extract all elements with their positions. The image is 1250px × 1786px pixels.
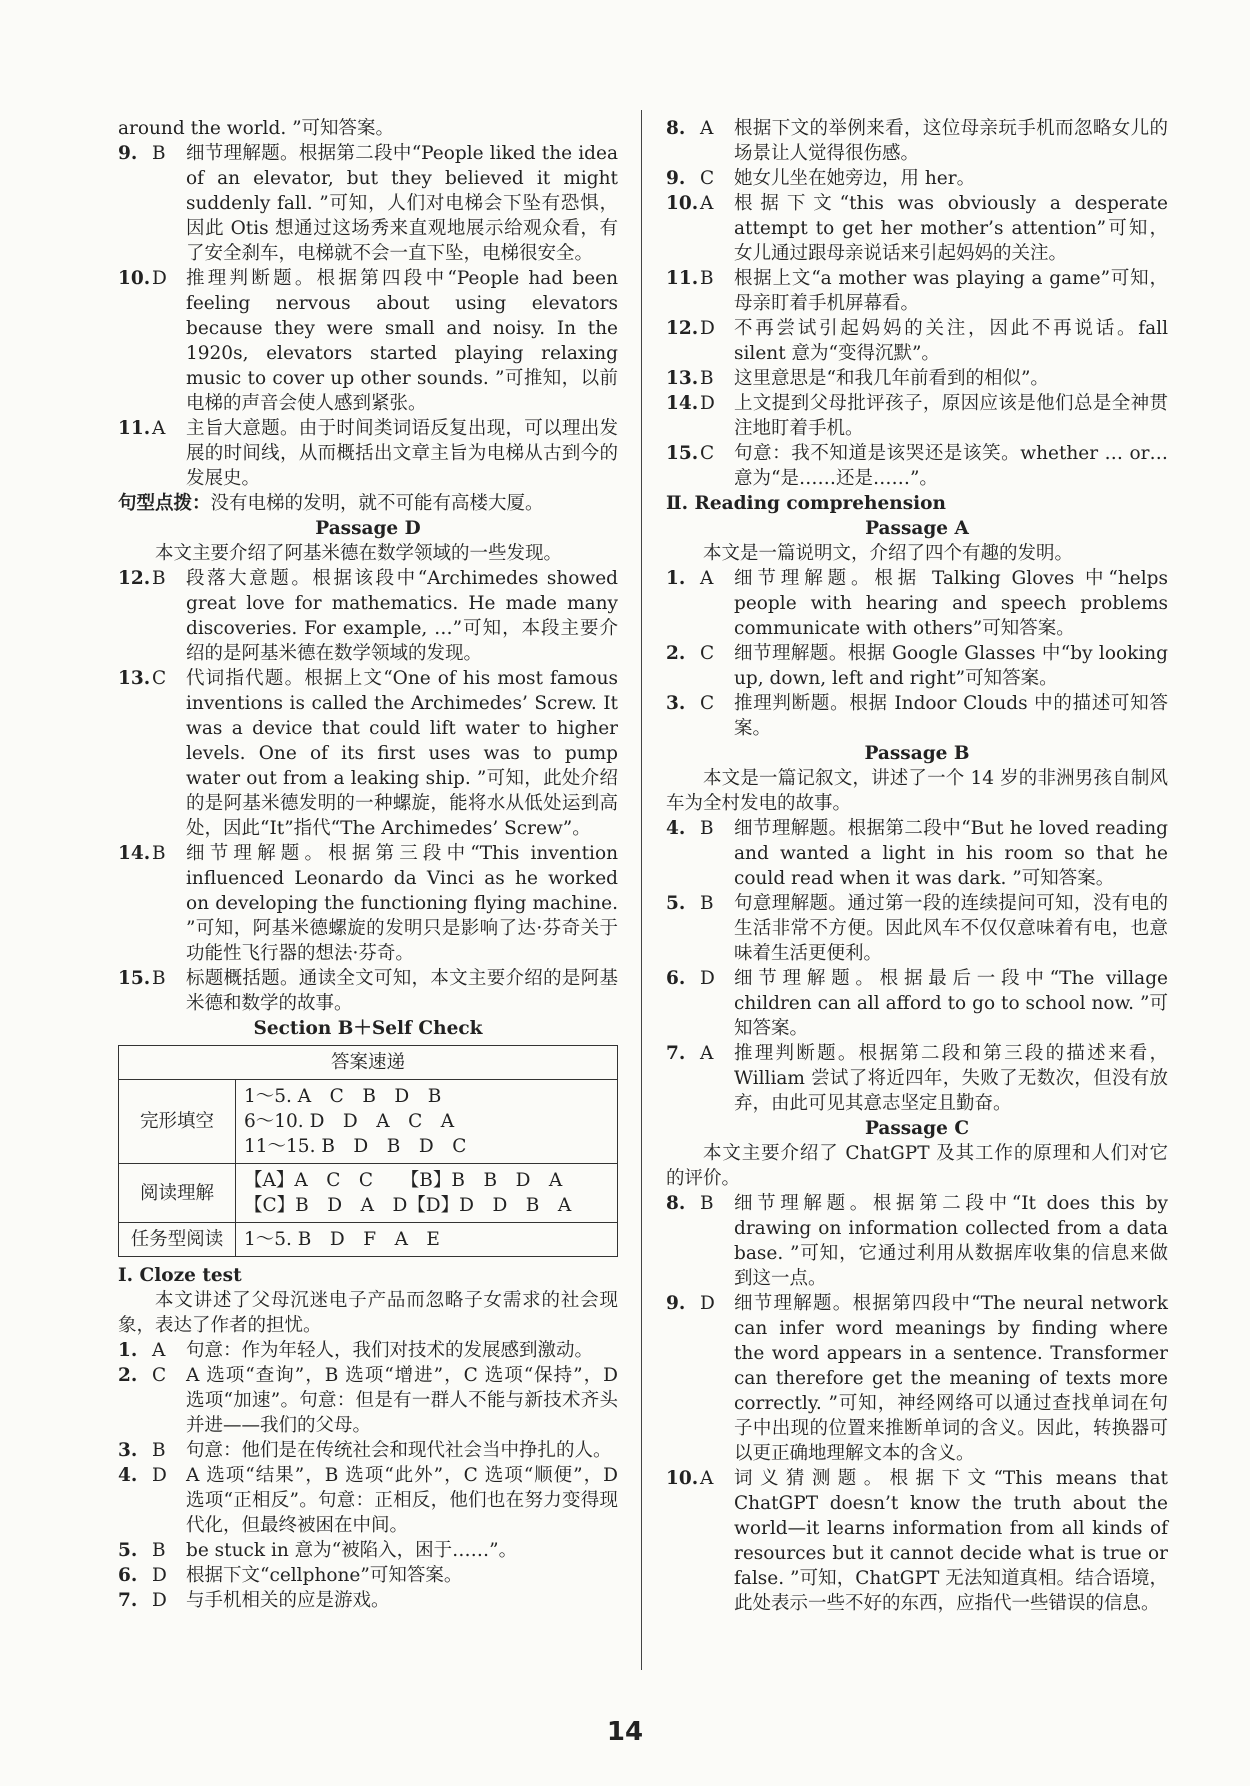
- row-answers: [236, 1080, 618, 1164]
- item-number: 14.: [666, 393, 699, 414]
- answer-item: [666, 441, 1168, 491]
- item-answer: B: [700, 368, 714, 389]
- passage-intro: 本文是一篇记叙文，讲述了一个 14 岁的非洲男孩自制风车为全村发电的故事。: [666, 768, 1168, 814]
- table-row: [119, 1080, 618, 1164]
- item-answer: D: [700, 968, 715, 989]
- item-answer: A: [700, 193, 714, 214]
- sentence-pattern-tip: [118, 491, 618, 516]
- passage-intro: 本文是一篇说明文，介绍了四个有趣的发明。: [703, 543, 1074, 564]
- answer-item: [118, 1438, 618, 1463]
- left-column: [118, 116, 618, 1613]
- item-explanation: A 选项“结果”，B 选项“此外”，C 选项“顺便”，D 选项“正相反”。句意：正相反，他们也在努力变得现代化，但最终被困在中间。: [186, 1465, 618, 1536]
- answer-line: 【C】B D A D【D】D D B A: [244, 1195, 572, 1216]
- item-number: 5.: [118, 1540, 138, 1561]
- item-explanation: 句意：他们是在传统社会和现代社会当中挣扎的人。: [186, 1440, 612, 1461]
- item-explanation: 主旨大意题。由于时间类词语反复出现，可以理出发展的时间线，从而概括出文章主旨为电梯从古到今的发展史。: [186, 418, 618, 489]
- item-number: 7.: [118, 1590, 138, 1611]
- answer-item: [666, 391, 1168, 441]
- answer-list: [118, 566, 618, 1016]
- item-explanation: 代词指代题。根据上文“One of his most famous inventions is called the Archimedes’ Screw. It was a device that could lift water to higher levels. One of its first uses was to pump water out from a leaking ship. ”可知，此处介绍的是阿基米德发明的一种螺旋，能将水从低处运到高处，因此“It”指代“The Archimedes’ Screw”。: [186, 668, 618, 839]
- item-answer: B: [152, 143, 166, 164]
- item-explanation: 根据下文“cellphone”可知答案。: [186, 1565, 463, 1586]
- answer-list: [118, 141, 618, 491]
- item-answer: A: [700, 1468, 714, 1489]
- item-explanation: 句意：我不知道是该哭还是该笑。whether … or… 意为“是……还是……”。: [734, 443, 1168, 489]
- item-explanation: 这里意思是“和我几年前看到的相似”。: [734, 368, 1049, 389]
- answer-item: [118, 1463, 618, 1538]
- item-number: 6.: [666, 968, 686, 989]
- item-explanation: 细节理解题。根据 Talking Gloves 中“helps people with hearing and speech problems communicate with others”可知答案。: [734, 568, 1168, 639]
- item-answer: B: [700, 893, 714, 914]
- item-answer: B: [700, 818, 714, 839]
- item-answer: C: [152, 668, 167, 689]
- item-explanation: 推理判断题。根据第二段和第三段的描述来看，William 尝试了将近四年，失败了无数次，但没有放弃，由此可见其意志坚定且勤奋。: [734, 1043, 1168, 1114]
- answer-line: 6～10. D D A C A: [244, 1111, 455, 1132]
- answer-list: [666, 566, 1168, 741]
- answer-line: 【A】A C C 【B】B B D A: [244, 1170, 563, 1191]
- table-row: [119, 1164, 618, 1223]
- continued-text: around the world. ”可知答案。: [118, 118, 395, 139]
- answer-item: [118, 566, 618, 666]
- item-explanation: 不再尝试引起妈妈的关注，因此不再说话。fall silent 意为“变得沉默”。: [734, 318, 1168, 364]
- section-title: Section B＋Self Check: [253, 1018, 483, 1039]
- answer-item: [118, 1538, 618, 1563]
- item-explanation: 细节理解题。根据第三段中“This invention influenced Leonardo da Vinci as he worked on developing the functioning flying machine. ”可知，阿基米德螺旋的发明只是影响了达·芬奇关于功能性飞行器的想法·芬奇。: [186, 843, 618, 964]
- answer-item: [666, 1466, 1168, 1616]
- item-number: 5.: [666, 893, 686, 914]
- cloze-intro: 本文讲述了父母沉迷电子产品而忽略子女需求的社会现象，表达了作者的担忧。: [118, 1290, 618, 1336]
- cloze-title: Ⅰ. Cloze test: [118, 1265, 242, 1286]
- item-number: 8.: [666, 118, 686, 139]
- passage-title: Passage A: [865, 518, 969, 539]
- answer-line: 1～5. A C B D B: [244, 1086, 442, 1107]
- item-number: 7.: [666, 1043, 686, 1064]
- item-explanation: 推理判断题。根据 Indoor Clouds 中的描述可知答案。: [734, 693, 1168, 739]
- item-explanation: 细节理解题。根据最后一段中“The village children can all afford to go to school now. ”可知答案。: [734, 968, 1168, 1039]
- row-category: 阅读理解: [119, 1164, 236, 1223]
- row-answers: [236, 1164, 618, 1223]
- item-answer: B: [700, 1193, 714, 1214]
- item-explanation: A 选项“查询”，B 选项“增进”，C 选项“保持”，D 选项“加速”。句意：但是有一群人不能与新技术齐头并进——我们的父母。: [186, 1365, 618, 1436]
- item-answer: C: [152, 1365, 167, 1386]
- item-explanation: 推理判断题。根据第四段中“People had been feeling nervous about using elevators because they were small and noisy. In the 1920s, elevators started playing relaxing music to cover up other sounds. ”可推知，以前电梯的声音会使人感到紧张。: [186, 268, 618, 414]
- answer-line: 1～5. B D F A E: [244, 1229, 440, 1250]
- item-explanation: 句意理解题。通过第一段的连续提问可知，没有电的生活非常不方便。因此风车不仅仅意味着有电，也意味着生活更便利。: [734, 893, 1168, 964]
- table-row: [119, 1223, 618, 1257]
- answer-item: [118, 1563, 618, 1588]
- item-number: 13.: [118, 668, 151, 689]
- answer-list: [666, 116, 1168, 491]
- item-answer: A: [152, 1340, 166, 1361]
- item-explanation: be stuck in 意为“被陷入，困于……”。: [186, 1540, 518, 1561]
- item-number: 10.: [666, 1468, 699, 1489]
- page-number: 14: [606, 1717, 644, 1747]
- item-number: 1.: [666, 568, 686, 589]
- item-explanation: 她女儿坐在她旁边，用 her。: [734, 168, 976, 189]
- item-answer: C: [700, 643, 715, 664]
- passage-title: Passage B: [864, 743, 970, 764]
- tip-label: 句型点拨：: [118, 493, 211, 514]
- item-answer: B: [152, 1540, 166, 1561]
- answer-item: [118, 1588, 618, 1613]
- item-answer: B: [152, 843, 166, 864]
- item-answer: A: [700, 568, 714, 589]
- item-answer: B: [700, 268, 714, 289]
- item-number: 3.: [666, 693, 686, 714]
- tip-text: 没有电梯的发明，就不可能有高楼大厦。: [210, 493, 544, 514]
- answer-item: [666, 966, 1168, 1041]
- passage-intro: 本文主要介绍了阿基米德在数学领域的一些发现。: [155, 543, 563, 564]
- item-number: 2.: [118, 1365, 138, 1386]
- answer-list: [666, 816, 1168, 1116]
- row-answers: [236, 1223, 618, 1257]
- item-number: 15.: [118, 968, 151, 989]
- item-answer: A: [700, 1043, 714, 1064]
- item-explanation: 上文提到父母批评孩子，原因应该是他们总是全神贯注地盯着手机。: [734, 393, 1168, 439]
- answer-item: [666, 1191, 1168, 1291]
- answer-item: [666, 1291, 1168, 1466]
- row-category: 任务型阅读: [119, 1223, 236, 1257]
- item-answer: D: [700, 393, 715, 414]
- answer-item: [666, 566, 1168, 641]
- answer-line: 11～15. B D B D C: [244, 1136, 467, 1157]
- answer-item: [666, 366, 1168, 391]
- item-explanation: 细节理解题。根据第二段中“People liked the idea of an elevator, but they believed it might suddenly fall. ”可知，人们对电梯会下坠有恐惧，因此 Otis 想通过这场秀来直观地展示给观众看，有了安全刹车，电梯就不会一直下坠，电梯很安全。: [186, 143, 618, 264]
- item-number: 12.: [666, 318, 699, 339]
- item-explanation: 细节理解题。根据第四段中“The neural network can infer word meanings by finding where the word appears in a sentence. Transformer can therefore get the meaning of texts more correctly. ”可知，神经网络可以通过查找单词在句子中出现的位置来推断单词的含义。因此，转换器可以更正确地理解文本的含义。: [734, 1293, 1168, 1464]
- item-number: 9.: [666, 168, 686, 189]
- table-head: 答案速递: [119, 1046, 618, 1080]
- item-answer: D: [700, 1293, 715, 1314]
- item-number: 9.: [118, 143, 138, 164]
- item-number: 10.: [666, 193, 699, 214]
- answer-item: [666, 691, 1168, 741]
- item-answer: D: [700, 318, 715, 339]
- answer-item: [118, 1338, 618, 1363]
- item-explanation: 与手机相关的应是游戏。: [186, 1590, 390, 1611]
- answer-item: [666, 191, 1168, 266]
- item-explanation: 词义猜测题。根据下文“This means that ChatGPT doesn’t know the truth about the world—it learns information from all kinds of resources but it cannot decide what is true or false. ”可知，ChatGPT 无法知道真相。结合语境，此处表示一些不好的东西，应指代一些错误的信息。: [734, 1468, 1168, 1614]
- item-answer: D: [152, 1465, 167, 1486]
- item-number: 6.: [118, 1565, 138, 1586]
- item-explanation: 根据上文“a mother was playing a game”可知，母亲盯着手机屏幕看。: [734, 268, 1168, 314]
- item-answer: D: [152, 268, 167, 289]
- item-number: 13.: [666, 368, 699, 389]
- item-number: 14.: [118, 843, 151, 864]
- answer-list: [118, 1338, 618, 1613]
- answer-item: [666, 166, 1168, 191]
- item-explanation: 段落大意题。根据该段中“Archimedes showed great love for mathematics. He made many discoveries. For example, …”可知，本段主要介绍的是阿基米德在数学领域的发现。: [186, 568, 618, 664]
- answer-item: [118, 141, 618, 266]
- item-answer: D: [152, 1565, 167, 1586]
- item-number: 12.: [118, 568, 151, 589]
- answer-item: [118, 266, 618, 416]
- item-answer: B: [152, 968, 166, 989]
- item-number: 4.: [666, 818, 686, 839]
- answer-item: [666, 641, 1168, 691]
- answer-item: [666, 816, 1168, 891]
- item-explanation: 句意：作为年轻人，我们对技术的发展感到激动。: [186, 1340, 594, 1361]
- reading-title: Ⅱ. Reading comprehension: [666, 493, 946, 514]
- item-number: 1.: [118, 1340, 138, 1361]
- item-explanation: 细节理解题。根据第二段中“It does this by drawing on information collected from a data base. ”可知，它通过利用从数据库收集的信息来做到这一点。: [734, 1193, 1168, 1289]
- answer-item: [666, 116, 1168, 166]
- item-number: 15.: [666, 443, 699, 464]
- item-number: 10.: [118, 268, 151, 289]
- answer-item: [666, 891, 1168, 966]
- answer-item: [118, 666, 618, 841]
- answer-item: [118, 966, 618, 1016]
- answer-list: [666, 1191, 1168, 1616]
- answer-item: [118, 416, 618, 491]
- right-column: [666, 116, 1168, 1616]
- passage-title: Passage D: [315, 518, 421, 539]
- item-explanation: 根据下文“this was obviously a desperate attempt to get her mother’s attention”可知，女儿通过跟母亲说话来引起妈妈的关注。: [734, 193, 1168, 264]
- item-explanation: 细节理解题。根据 Google Glasses 中“by looking up, down, left and right”可知答案。: [734, 643, 1168, 689]
- item-number: 2.: [666, 643, 686, 664]
- quick-answer-table: [118, 1045, 618, 1257]
- answer-item: [118, 841, 618, 966]
- item-answer: A: [700, 118, 714, 139]
- item-answer: A: [152, 418, 166, 439]
- answer-item: [666, 266, 1168, 316]
- item-number: 9.: [666, 1293, 686, 1314]
- item-explanation: 标题概括题。通读全文可知，本文主要介绍的是阿基米德和数学的故事。: [186, 968, 618, 1014]
- answer-item: [666, 316, 1168, 366]
- item-number: 3.: [118, 1440, 138, 1461]
- item-answer: C: [700, 168, 715, 189]
- item-number: 4.: [118, 1465, 138, 1486]
- item-explanation: 细节理解题。根据第二段中“But he loved reading and wanted a light in his room so that he could read when it was dark. ”可知答案。: [734, 818, 1168, 889]
- item-number: 11.: [666, 268, 699, 289]
- answer-item: [118, 1363, 618, 1438]
- item-answer: B: [152, 568, 166, 589]
- item-answer: C: [700, 443, 715, 464]
- passage-title: Passage C: [864, 1118, 970, 1139]
- answer-item: [666, 1041, 1168, 1116]
- item-number: 8.: [666, 1193, 686, 1214]
- item-answer: B: [152, 1440, 166, 1461]
- row-category: 完形填空: [119, 1080, 236, 1164]
- item-number: 11.: [118, 418, 151, 439]
- column-divider: [641, 110, 642, 1670]
- passage-intro: 本文主要介绍了 ChatGPT 及其工作的原理和人们对它的评价。: [666, 1143, 1168, 1189]
- item-explanation: 根据下文的举例来看，这位母亲玩手机而忽略女儿的场景让人觉得很伤感。: [734, 118, 1168, 164]
- item-answer: D: [152, 1590, 167, 1611]
- item-answer: C: [700, 693, 715, 714]
